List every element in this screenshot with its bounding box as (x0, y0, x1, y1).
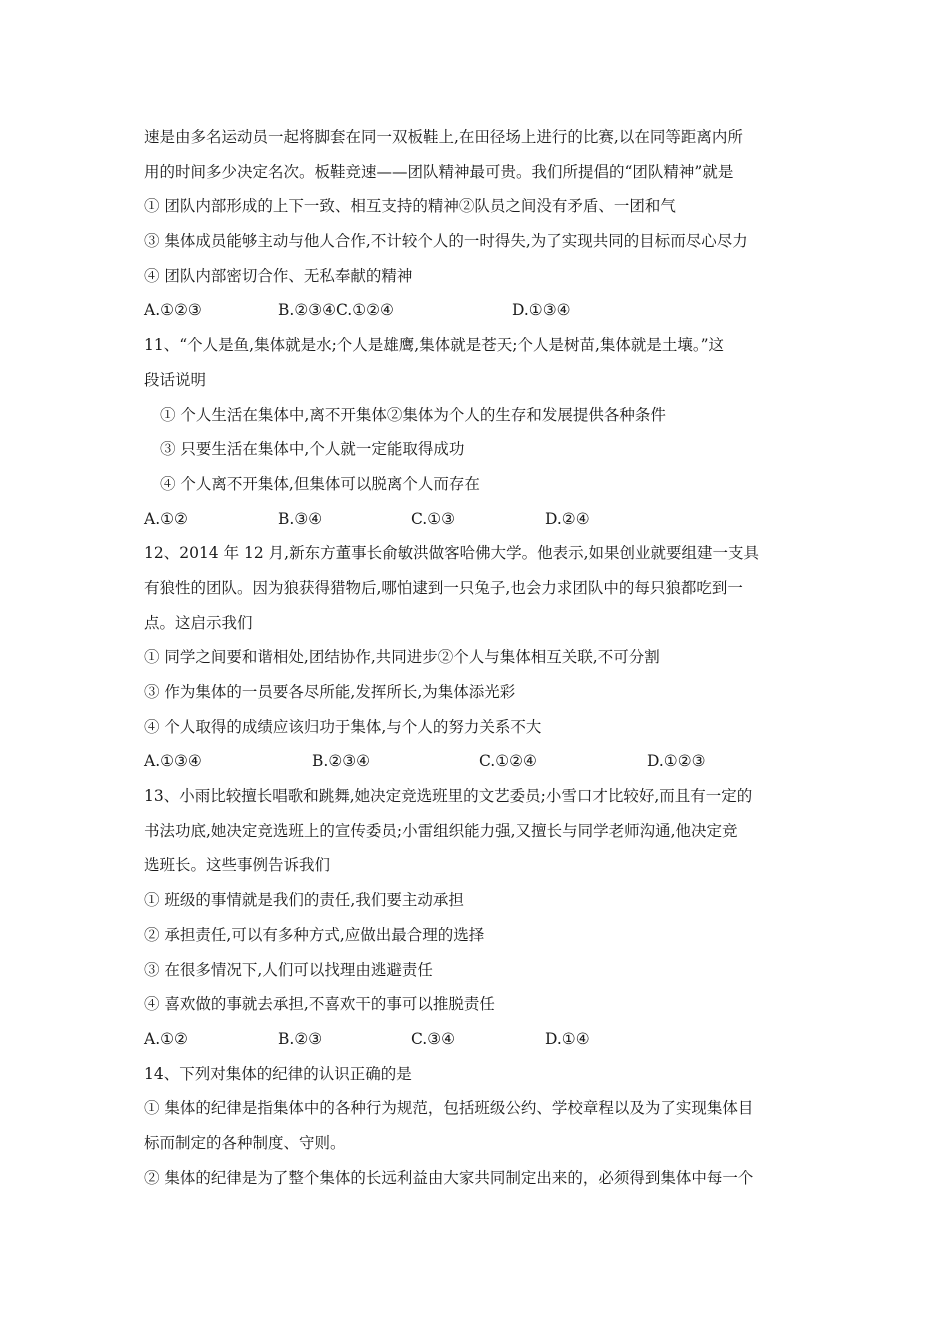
q13-text-line-3: 选班长。这些事例告诉我们 (144, 856, 331, 875)
q10-text-line-2: 用的时间多少决定名次。板鞋竞速——团队精神最可贵。我们所提倡的“团队精神”就是 (144, 162, 734, 181)
q14-text-line-1: 14、下列对集体的纪律的认识正确的是 (144, 1064, 412, 1083)
q10-option-bc: B.②③④C.①②④ (278, 301, 394, 320)
q12-item-4: ④ 个人取得的成绩应该归功于集体,与个人的努力关系不大 (144, 717, 542, 736)
q10-item-1: ① 团队内部形成的上下一致、相互支持的精神②队员之间没有矛盾、一团和气 (144, 197, 676, 216)
q12-text-line-3: 点。这启示我们 (144, 613, 253, 632)
q10-options (144, 293, 814, 328)
q11-options (144, 502, 814, 537)
q13-option-c: C.③④ (411, 1029, 456, 1048)
q10-text-line-1: 速是由多名运动员一起将脚套在同一双板鞋上,在田径场上进行的比赛,以在同等距离内所 (144, 128, 743, 146)
q11-item-1: ① 个人生活在集体中,离不开集体②集体为个人的生存和发展提供各种条件 (160, 405, 666, 424)
q10-item-4: ④ 团队内部密切合作、无私奉献的精神 (144, 266, 413, 285)
q11-option-d: D.②④ (545, 509, 590, 528)
q12-item-3: ③ 作为集体的一员要各尽所能,发挥所长,为集体添光彩 (144, 683, 516, 701)
q13-item-4: ④ 喜欢做的事就去承担,不喜欢干的事可以推脱责任 (144, 995, 495, 1014)
q11-item-3: ③ 只要生活在集体中,个人就一定能取得成功 (160, 440, 465, 459)
q13-option-a: A.①② (144, 1029, 188, 1048)
q13-item-1: ① 班级的事情就是我们的责任,我们要主动承担 (144, 891, 464, 910)
q13-text-line-1: 13、小雨比较擅长唱歌和跳舞,她决定竞选班里的文艺委员;小雪口才比较好,而且有一定的 (144, 787, 753, 806)
q13-item-3: ③ 在很多情况下,人们可以找理由逃避责任 (144, 960, 433, 979)
q13-item-2: ② 承担责任,可以有多种方式,应做出最合理的选择 (144, 925, 485, 944)
q12-option-a: A.①③④ (144, 752, 202, 771)
q12-text-line-2: 有狼性的团队。因为狼获得猎物后,哪怕逮到一只兔子,也会力求团队中的每只狼都吃到一 (144, 578, 743, 597)
q14-item-2-line-1: ② 集体的纪律是为了整个集体的长远利益由大家共同制定出来的，必须得到集体中每一个 (144, 1168, 754, 1187)
q10-item-3: ③ 集体成员能够主动与他人合作,不计较个人的一时得失,为了实现共同的目标而尽心尽力 (144, 232, 748, 251)
q14-item-1-line-1: ① 集体的纪律是指集体中的各种行为规范，包括班级公约、学校章程以及为了实现集体目 (144, 1099, 754, 1118)
q11-option-c: C.①③ (411, 509, 456, 528)
q13-options (144, 1022, 814, 1057)
q14-item-1-line-2: 标而制定的各种制度、守则。 (144, 1133, 346, 1152)
q11-text-line-2: 段话说明 (144, 370, 207, 389)
q13-option-b: B.②③ (278, 1029, 323, 1048)
q12-option-b: B.②③④ (312, 752, 371, 771)
q13-text-line-2: 书法功底,她决定竞选班上的宣传委员;小雷组织能力强,又擅长与同学老师沟通,他决定竞 (144, 821, 738, 840)
q11-option-a: A.①② (144, 509, 188, 528)
q10-option-a: A.①②③ (144, 301, 202, 320)
q11-text-line-1: 11、“个人是鱼,集体就是水;个人是雄鹰,集体就是苍天;个人是树苗,集体就是土壤。”这 (144, 336, 725, 355)
q10-option-d: D.①③④ (512, 301, 571, 320)
q12-option-c: C.①②④ (479, 752, 537, 771)
exam-content (144, 120, 814, 1195)
q11-option-b: B.③④ (278, 509, 323, 528)
q11-item-4: ④ 个人离不开集体,但集体可以脱离个人而存在 (160, 474, 480, 493)
q12-option-d: D.①②③ (647, 752, 706, 771)
q12-text-line-1: 12、2014 年 12 月,新东方董事长俞敏洪做客哈佛大学。他表示,如果创业就要组建一支具 (144, 544, 760, 563)
q12-options (144, 744, 814, 779)
q13-option-d: D.①④ (545, 1029, 590, 1048)
q12-item-1: ① 同学之间要和谐相处,团结协作,共同进步②个人与集体相互关联,不可分割 (144, 648, 660, 667)
